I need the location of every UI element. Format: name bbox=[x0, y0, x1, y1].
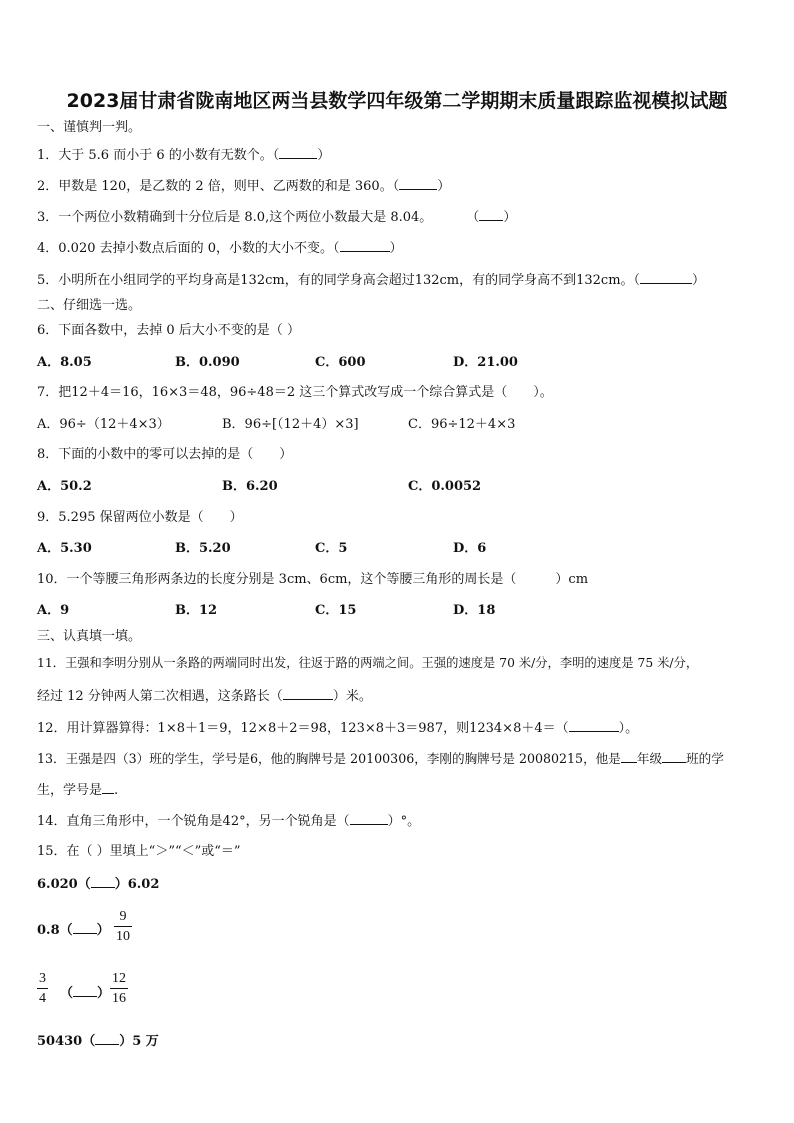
option-c[interactable]: C．15 bbox=[315, 603, 357, 618]
option-a[interactable]: A．50.2 bbox=[37, 479, 92, 494]
answer-blank[interactable] bbox=[73, 920, 97, 934]
question-14: 14．直角三角形中，一个锐角是42°，另一个锐角是（ ）°。 bbox=[37, 811, 420, 831]
question-15: 15．在（ ）里填上“＞”“＜”或“＝” bbox=[37, 844, 241, 859]
question-13-line-1: 13．王强是四（3）班的学生，学号是6，他的胸牌号是 20100306，李刚的胸牌号是 20080215，他是 年级 班的学 bbox=[37, 751, 724, 766]
answer-blank[interactable] bbox=[569, 718, 619, 732]
fraction-12-16: 12 16 bbox=[112, 971, 126, 1006]
answer-blank[interactable] bbox=[95, 1031, 119, 1045]
answer-blank[interactable] bbox=[283, 686, 333, 700]
option-b[interactable]: B．5.20 bbox=[175, 541, 231, 556]
answer-blank[interactable] bbox=[340, 238, 390, 252]
option-c[interactable]: C．600 bbox=[315, 355, 366, 370]
question-9: 9．5.295 保留两位小数是（ ） bbox=[37, 510, 243, 525]
option-c[interactable]: C．96÷12＋4×3 bbox=[408, 417, 516, 432]
question-2: 2．甲数是 120，是乙数的 2 倍，则甲、乙两数的和是 360。（ ） bbox=[37, 176, 450, 196]
answer-blank[interactable] bbox=[73, 983, 97, 997]
option-d[interactable]: D．21.00 bbox=[453, 355, 518, 370]
answer-blank[interactable] bbox=[640, 270, 692, 284]
option-c[interactable]: C．5 bbox=[315, 541, 348, 556]
option-a[interactable]: A．5.30 bbox=[37, 541, 92, 556]
question-8: 8．下面的小数中的零可以去掉的是（ ） bbox=[37, 447, 293, 462]
fraction-3-4: 3 4 bbox=[39, 971, 46, 1006]
option-c[interactable]: C．0.0052 bbox=[408, 479, 482, 494]
answer-blank[interactable] bbox=[662, 749, 686, 763]
question-13-line-2: 生，学号是 . bbox=[37, 780, 118, 800]
answer-blank[interactable] bbox=[350, 811, 388, 825]
option-a[interactable]: A．8.05 bbox=[37, 355, 92, 370]
option-b[interactable]: B．96÷[（12＋4）×3] bbox=[222, 417, 359, 432]
fraction-9-10: 9 10 bbox=[116, 909, 130, 944]
answer-blank[interactable] bbox=[102, 780, 114, 794]
answer-blank[interactable] bbox=[279, 145, 317, 159]
question-3: 3．一个两位小数精确到十分位后是 8.0,这个两位小数最大是 8.04。 （ ） bbox=[37, 207, 516, 227]
question-11-line-2: 经过 12 分钟两人第二次相遇，这条路长（ ）米。 bbox=[37, 686, 372, 706]
question-10: 10．一个等腰三角形两条边的长度分别是 3cm、6cm，这个等腰三角形的周长是（ ）cm bbox=[37, 572, 589, 587]
compare-row-4: 50430（ ）5 万 bbox=[37, 1031, 159, 1051]
answer-blank[interactable] bbox=[91, 874, 115, 888]
answer-blank[interactable] bbox=[479, 207, 503, 221]
question-12: 12．用计算器算得：1×8＋1＝9，12×8＋2＝98，123×8＋3＝987，则1234×8＋4＝（ ）。 bbox=[37, 718, 638, 738]
question-5: 5．小明所在小组同学的平均身高是132cm，有的同学身高会超过132cm，有的同学身高不到132cm。（ ） bbox=[37, 270, 705, 290]
page-title: 2023届甘肃省陇南地区两当县数学四年级第二学期期末质量跟踪监视模拟试题 bbox=[66, 90, 728, 112]
question-11-line-1: 11．王强和李明分别从一条路的两端同时出发，往返于路的两端之间。王强的速度是 70 米/分，李明的速度是 75 米/分， bbox=[37, 656, 699, 670]
option-a[interactable]: A．96÷（12＋4×3） bbox=[37, 417, 170, 432]
section-heading-1: 一、谨慎判一判。 bbox=[37, 120, 142, 135]
option-b[interactable]: B．12 bbox=[175, 603, 218, 618]
option-b[interactable]: B．6.20 bbox=[222, 479, 278, 494]
option-a[interactable]: A．9 bbox=[37, 603, 70, 618]
question-6: 6．下面各数中，去掉 0 后大小不变的是（ ） bbox=[37, 323, 300, 338]
answer-blank[interactable] bbox=[399, 176, 437, 190]
compare-row-2: 0.8（ ） bbox=[37, 920, 110, 940]
compare-row-1: 6.020（ ）6.02 bbox=[37, 874, 159, 894]
option-d[interactable]: D．6 bbox=[453, 541, 487, 556]
question-7: 7．把12＋4＝16，16×3＝48，96÷48＝2 这三个算式改写成一个综合算式是（ ）。 bbox=[37, 385, 553, 400]
answer-blank[interactable] bbox=[621, 749, 637, 763]
section-heading-2: 二、仔细选一选。 bbox=[37, 298, 142, 313]
section-heading-3: 三、认真填一填。 bbox=[37, 629, 142, 644]
option-b[interactable]: B．0.090 bbox=[175, 355, 240, 370]
option-d[interactable]: D．18 bbox=[453, 603, 496, 618]
question-4: 4．0.020 去掉小数点后面的 0，小数的大小不变。（ ） bbox=[37, 238, 403, 258]
question-1: 1．大于 5.6 而小于 6 的小数有无数个。（ ） bbox=[37, 145, 330, 165]
compare-row-3: （ ） bbox=[60, 983, 110, 1003]
